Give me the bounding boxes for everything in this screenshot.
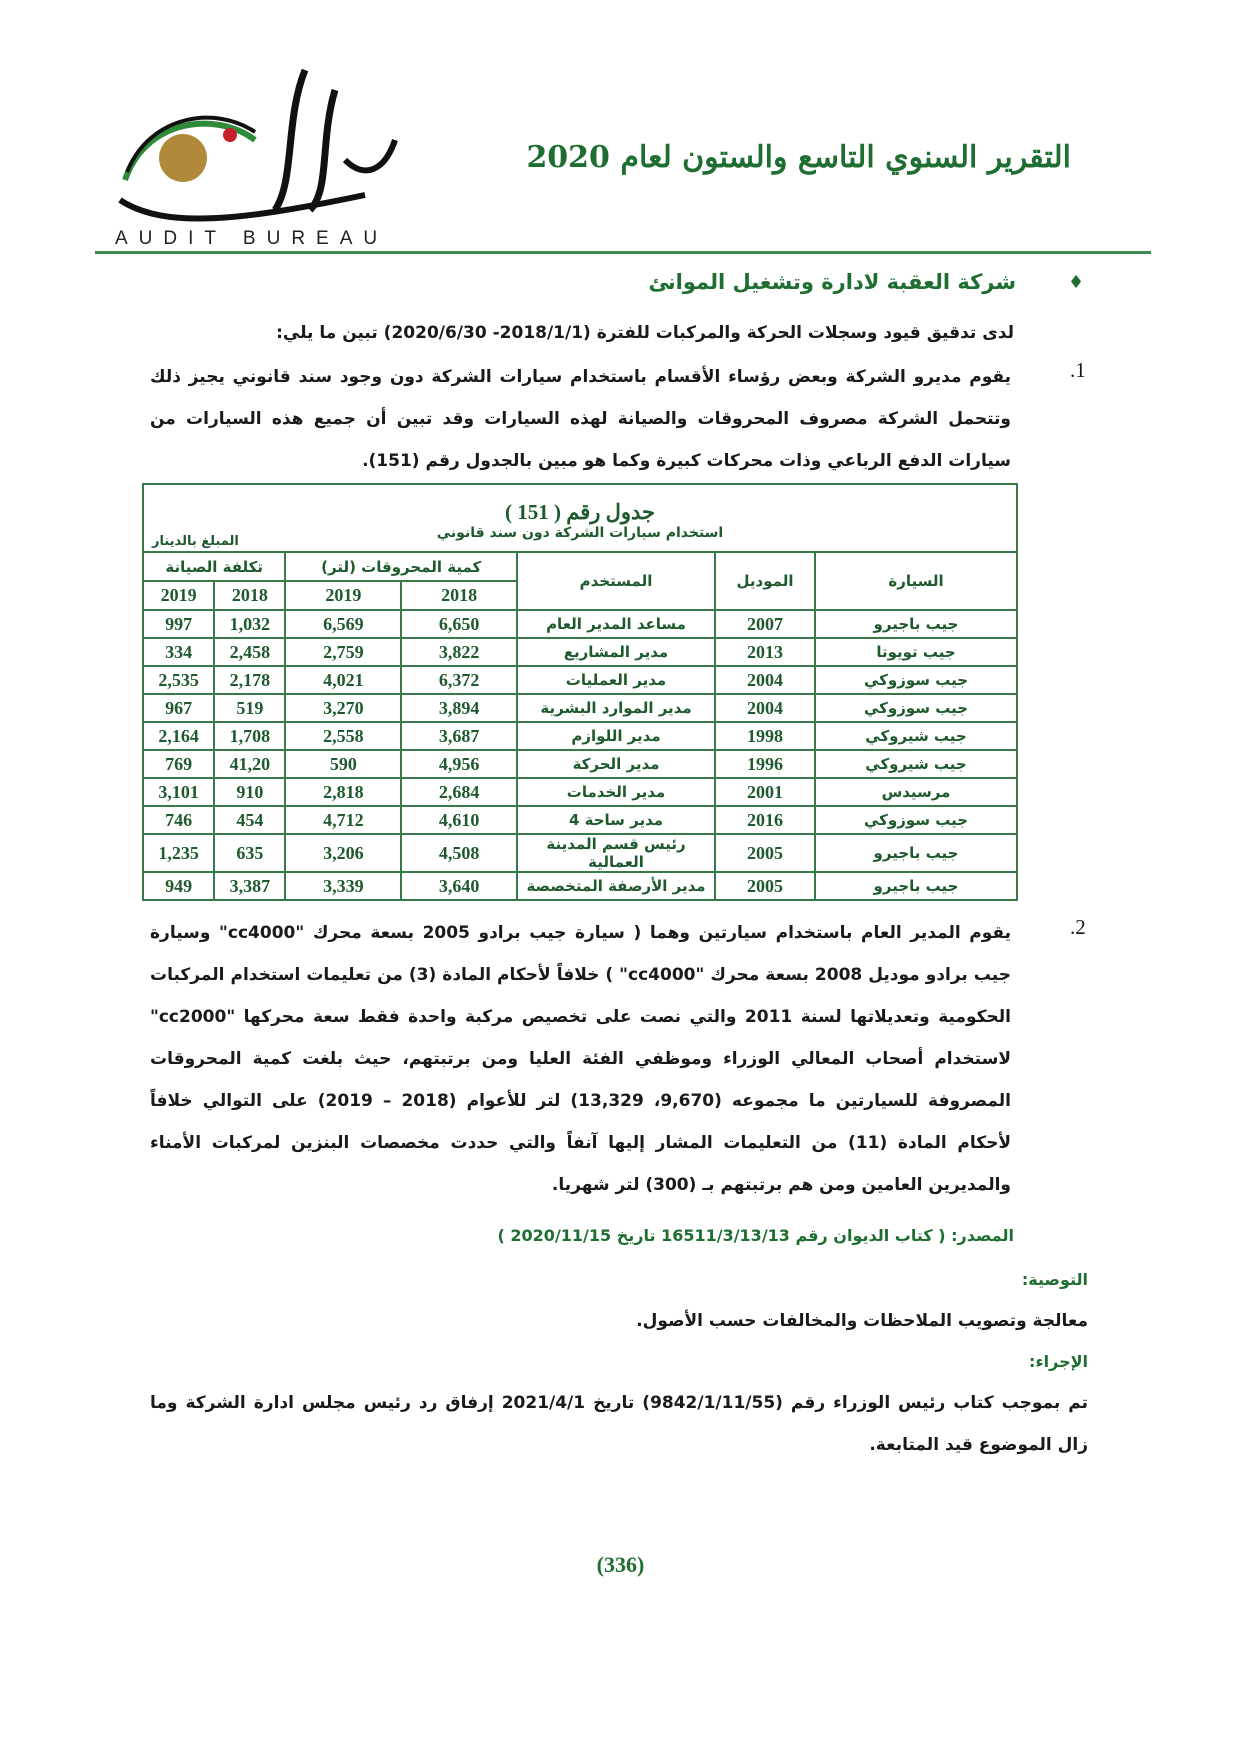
cell-cost2019: 746 bbox=[143, 806, 214, 834]
cell-cost2018: 1,032 bbox=[214, 610, 285, 638]
col-user: المستخدم bbox=[517, 552, 715, 610]
table-row bbox=[143, 806, 1017, 834]
cell-user: مدير المشاريع bbox=[517, 638, 715, 666]
col-model: الموديل bbox=[715, 552, 815, 610]
cell-model: 1996 bbox=[715, 750, 815, 778]
cell-user: مدير اللوازم bbox=[517, 722, 715, 750]
recommendation-heading: التوصية: bbox=[1021, 1270, 1088, 1289]
cell-fuel2018: 6,650 bbox=[401, 610, 517, 638]
cell-cost2019: 2,535 bbox=[143, 666, 214, 694]
item-1-text: يقوم مديرو الشركة وبعض رؤساء الأقسام باستخدام سيارات الشركة دون وجود سند قانوني يجيز ذلك وتتحمل الشركة مصروف المحروقات والصيانة لهذه السيارات وقد تبين أن جميع هذه السيارات من سيارات الدفع الرباعي وذات محركات كبيرة وكما هو مبين بالجدول رقم (151). bbox=[150, 367, 1011, 471]
cell-cost2018: 635 bbox=[214, 834, 285, 872]
table-row bbox=[143, 778, 1017, 806]
cell-fuel2019: 2,759 bbox=[285, 638, 401, 666]
action-heading: الإجراء: bbox=[1029, 1352, 1088, 1371]
cell-car: جيب باجيرو bbox=[815, 872, 1017, 900]
cell-user: مدير الحركة bbox=[517, 750, 715, 778]
cell-user: مدير ساحة 4 bbox=[517, 806, 715, 834]
cell-fuel2019: 2,818 bbox=[285, 778, 401, 806]
cell-user: مدير الخدمات bbox=[517, 778, 715, 806]
table-row bbox=[143, 666, 1017, 694]
table-row bbox=[143, 638, 1017, 666]
cell-fuel2018: 2,684 bbox=[401, 778, 517, 806]
col-maintenance: تكلفة الصيانة bbox=[143, 552, 285, 581]
cell-model: 2005 bbox=[715, 872, 815, 900]
cell-model: 2004 bbox=[715, 666, 815, 694]
col-cost-2018: 2018 bbox=[214, 581, 285, 610]
col-car: السيارة bbox=[815, 552, 1017, 610]
cell-model: 1998 bbox=[715, 722, 815, 750]
recommendation-text: معالجة وتصويب الملاحظات والمخالفات حسب الأصول. bbox=[636, 1311, 1088, 1331]
cell-car: جيب سوزوكي bbox=[815, 806, 1017, 834]
cell-cost2018: 454 bbox=[214, 806, 285, 834]
section-heading: شركة العقبة لادارة وتشغيل الموانئ bbox=[648, 270, 1016, 294]
cell-user: مدير العمليات bbox=[517, 666, 715, 694]
table-title: جدول رقم ( 151 ) bbox=[504, 499, 656, 524]
cell-car: مرسيدس bbox=[815, 778, 1017, 806]
cell-cost2019: 1,235 bbox=[143, 834, 214, 872]
source-note: المصدر: ( كتاب الديوان رقم 16511/3/13/13 تاريخ 2020/11/15 ) bbox=[497, 1226, 1014, 1245]
cell-car: جيب تويوتا bbox=[815, 638, 1017, 666]
cell-cost2018: 910 bbox=[214, 778, 285, 806]
cell-model: 2013 bbox=[715, 638, 815, 666]
vehicles-table bbox=[142, 483, 1018, 901]
cell-fuel2019: 3,206 bbox=[285, 834, 401, 872]
cell-car: جيب سوزوكي bbox=[815, 694, 1017, 722]
cell-model: 2007 bbox=[715, 610, 815, 638]
cell-model: 2004 bbox=[715, 694, 815, 722]
cell-fuel2019: 6,569 bbox=[285, 610, 401, 638]
table-row bbox=[143, 610, 1017, 638]
cell-fuel2019: 590 bbox=[285, 750, 401, 778]
cell-fuel2019: 3,339 bbox=[285, 872, 401, 900]
action-text: تم بموجب كتاب رئيس الوزراء رقم (9842/1/11/55) تاريخ 2021/4/1 إرفاق رد رئيس مجلس ادارة الشركة وما زال الموضوع قيد المتابعة. bbox=[150, 1393, 1088, 1455]
cell-car: جيب سوزوكي bbox=[815, 666, 1017, 694]
report-title: التقرير السنوي التاسع والستون لعام 2020 bbox=[526, 140, 1071, 175]
cell-cost2018: 2,458 bbox=[214, 638, 285, 666]
table-row bbox=[143, 872, 1017, 900]
cell-fuel2019: 4,712 bbox=[285, 806, 401, 834]
cell-cost2019: 2,164 bbox=[143, 722, 214, 750]
cell-cost2018: 2,178 bbox=[214, 666, 285, 694]
cell-fuel2019: 2,558 bbox=[285, 722, 401, 750]
col-fuel-2019: 2019 bbox=[285, 581, 401, 610]
cell-fuel2018: 4,508 bbox=[401, 834, 517, 872]
page-number: (336) bbox=[596, 1552, 645, 1577]
cell-fuel2018: 3,894 bbox=[401, 694, 517, 722]
item-2-text: يقوم المدير العام باستخدام سيارتين وهما ( سيارة جيب برادو 2005 بسعة محرك "cc4000" وسيارة جيب برادو موديل 2008 بسعة محرك "cc4000" ) خلافاً لأحكام المادة (3) من تعليمات استخدام المركبات الحكومية وتعديلاتها لسنة 2011 والتي نصت على تخصيص مركبة واحدة فقط سعة محركها "cc2000" لاستخدام أصحاب المعالي الوزراء وموظفي الفئة العليا ومن برتبتهم، حيث بلغت كمية المحروقات المصروفة للسيارتين ما مجموعه (9,670، 13,329) لتر للأعوام (2018 – 2019) على التوالي خلافاً لأحكام المادة (11) من التعليمات المشار إليها آنفاً والتي حددت مخصصات البنزين لمركبات الأمناء والمديرين العامين ومن هم برتبتهم بـ (300) لتر شهريا. bbox=[150, 923, 1012, 1195]
table-caption bbox=[143, 484, 1017, 552]
cell-car: جيب باجيرو bbox=[815, 610, 1017, 638]
cell-car: جيب باجيرو bbox=[815, 834, 1017, 872]
item-2-number: .2 bbox=[1070, 915, 1086, 939]
cell-fuel2019: 4,021 bbox=[285, 666, 401, 694]
cell-cost2019: 967 bbox=[143, 694, 214, 722]
col-fuel: كمية المحروقات (لتر) bbox=[285, 552, 517, 581]
table-unit: المبلغ بالدينار bbox=[152, 534, 239, 549]
cell-user: مساعد المدير العام bbox=[517, 610, 715, 638]
diamond-bullet-icon: ♦ bbox=[1068, 272, 1085, 293]
cell-cost2019: 334 bbox=[143, 638, 214, 666]
table-row bbox=[143, 834, 1017, 872]
audit-bureau-logo bbox=[105, 60, 405, 250]
cell-cost2019: 769 bbox=[143, 750, 214, 778]
cell-cost2019: 3,101 bbox=[143, 778, 214, 806]
cell-model: 2005 bbox=[715, 834, 815, 872]
table-row bbox=[143, 694, 1017, 722]
cell-user: مدير الموارد البشرية bbox=[517, 694, 715, 722]
cell-fuel2018: 3,822 bbox=[401, 638, 517, 666]
table-subtitle: استخدام سيارات الشركة دون سند قانوني bbox=[436, 524, 724, 541]
intro-text: لدى تدقيق قيود وسجلات الحركة والمركبات للفترة (2018/1/1- 2020/6/30) تبين ما يلي: bbox=[276, 323, 1014, 343]
item-1-number: .1 bbox=[1070, 358, 1086, 382]
logo-english-text: AUDIT BUREAU bbox=[115, 228, 389, 249]
cell-user: مدير الأرصفة المتخصصة bbox=[517, 872, 715, 900]
cell-fuel2018: 4,610 bbox=[401, 806, 517, 834]
cell-user: رئيس قسم المدينة العمالية bbox=[517, 834, 715, 872]
col-fuel-2018: 2018 bbox=[401, 581, 517, 610]
cell-fuel2018: 3,687 bbox=[401, 722, 517, 750]
table-row bbox=[143, 750, 1017, 778]
cell-car: جيب شيروكي bbox=[815, 722, 1017, 750]
cell-model: 2001 bbox=[715, 778, 815, 806]
table-row bbox=[143, 722, 1017, 750]
col-cost-2019: 2019 bbox=[143, 581, 214, 610]
cell-fuel2019: 3,270 bbox=[285, 694, 401, 722]
cell-fuel2018: 3,640 bbox=[401, 872, 517, 900]
header-divider bbox=[95, 251, 1151, 254]
cell-cost2018: 41,20 bbox=[214, 750, 285, 778]
cell-cost2018: 1,708 bbox=[214, 722, 285, 750]
cell-car: جيب شيروكي bbox=[815, 750, 1017, 778]
table-body bbox=[143, 610, 1017, 900]
cell-model: 2016 bbox=[715, 806, 815, 834]
logo-emblem-icon bbox=[105, 60, 405, 230]
cell-cost2018: 519 bbox=[214, 694, 285, 722]
cell-cost2019: 949 bbox=[143, 872, 214, 900]
cell-fuel2018: 6,372 bbox=[401, 666, 517, 694]
cell-cost2018: 3,387 bbox=[214, 872, 285, 900]
cell-fuel2018: 4,956 bbox=[401, 750, 517, 778]
cell-cost2019: 997 bbox=[143, 610, 214, 638]
